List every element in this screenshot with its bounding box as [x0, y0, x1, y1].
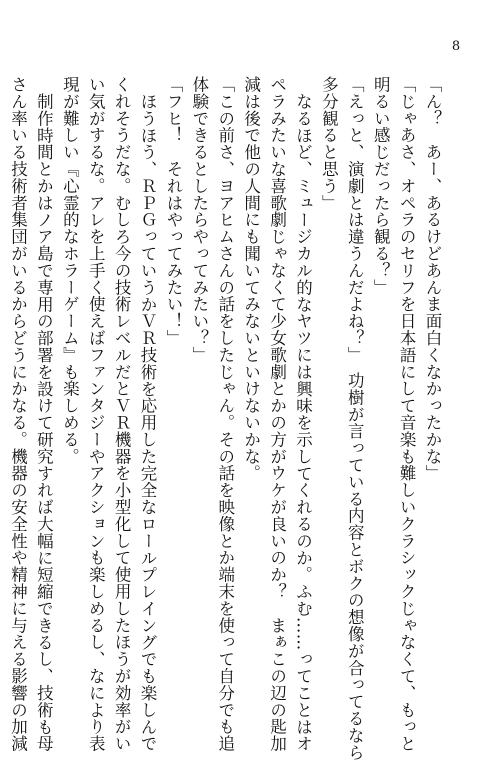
- text-line: ペラみたいな喜歌劇じゃなくて少女歌劇とかの方がウケが良いのか？ まぁこの辺の匙加: [267, 76, 287, 752]
- text-line: 明るい感じだったら観る？」: [371, 76, 391, 296]
- text-line: 「じゃあさ、オペラのセリフを日本語にして音楽も難しいクラシックじゃなくて、もっと: [397, 76, 417, 752]
- text-line: さん率いる技術者集団がいるからどうにかなる。機器の安全性や精神に与える影響の加減: [8, 76, 28, 752]
- text-line: くれそうだな。むしろ今の技術レベルだとＶＲ機器を小型化して使用したほうが効率がい: [112, 76, 132, 752]
- page-number: 8: [451, 39, 461, 54]
- text-line: ほうほう、ＲＰＧっていうかＶＲ技術を応用した完全なロールプレイングでも楽しんで: [138, 92, 158, 752]
- text-line: 減は後で他の人間にも聞いてみないといけないかな。: [241, 76, 261, 482]
- body-text: [8, 76, 445, 761]
- text-line: 現が難しい『心霊的なホラーゲーム』も楽しめる。: [60, 76, 80, 465]
- text-line: 「フヒ！ それはやってみたい！」: [163, 76, 183, 347]
- text-line: なるほど、ミュージカル的なヤツには興味を示してくれるのか。ふむ……ってことはオ: [293, 92, 313, 752]
- text-line: 「ん？ あー、あるけどあんま面白くなかったかな」: [423, 76, 442, 482]
- text-line: 「えっと、演劇とは違うんだよね？」 功樹が言っている内容とボクの想像が合ってるなら: [345, 76, 365, 761]
- text-line: い気がするな。アレを上手く使えばファンタジーやアクションも楽しめるし、なにより表: [86, 76, 106, 752]
- text-line: 多分観ると思う」: [319, 76, 339, 212]
- text-line: 「この前さ、ヨアヒムさんの話をしたじゃん。その話を映像とか端末を使って自分でも追: [215, 76, 235, 752]
- text-line: 制作時間とかはノア島で専用の部署を設けて研究すれば大幅に短縮できるし、技術も母: [34, 92, 54, 752]
- text-line: 体験できるとしたらやってみたい？」: [189, 76, 209, 364]
